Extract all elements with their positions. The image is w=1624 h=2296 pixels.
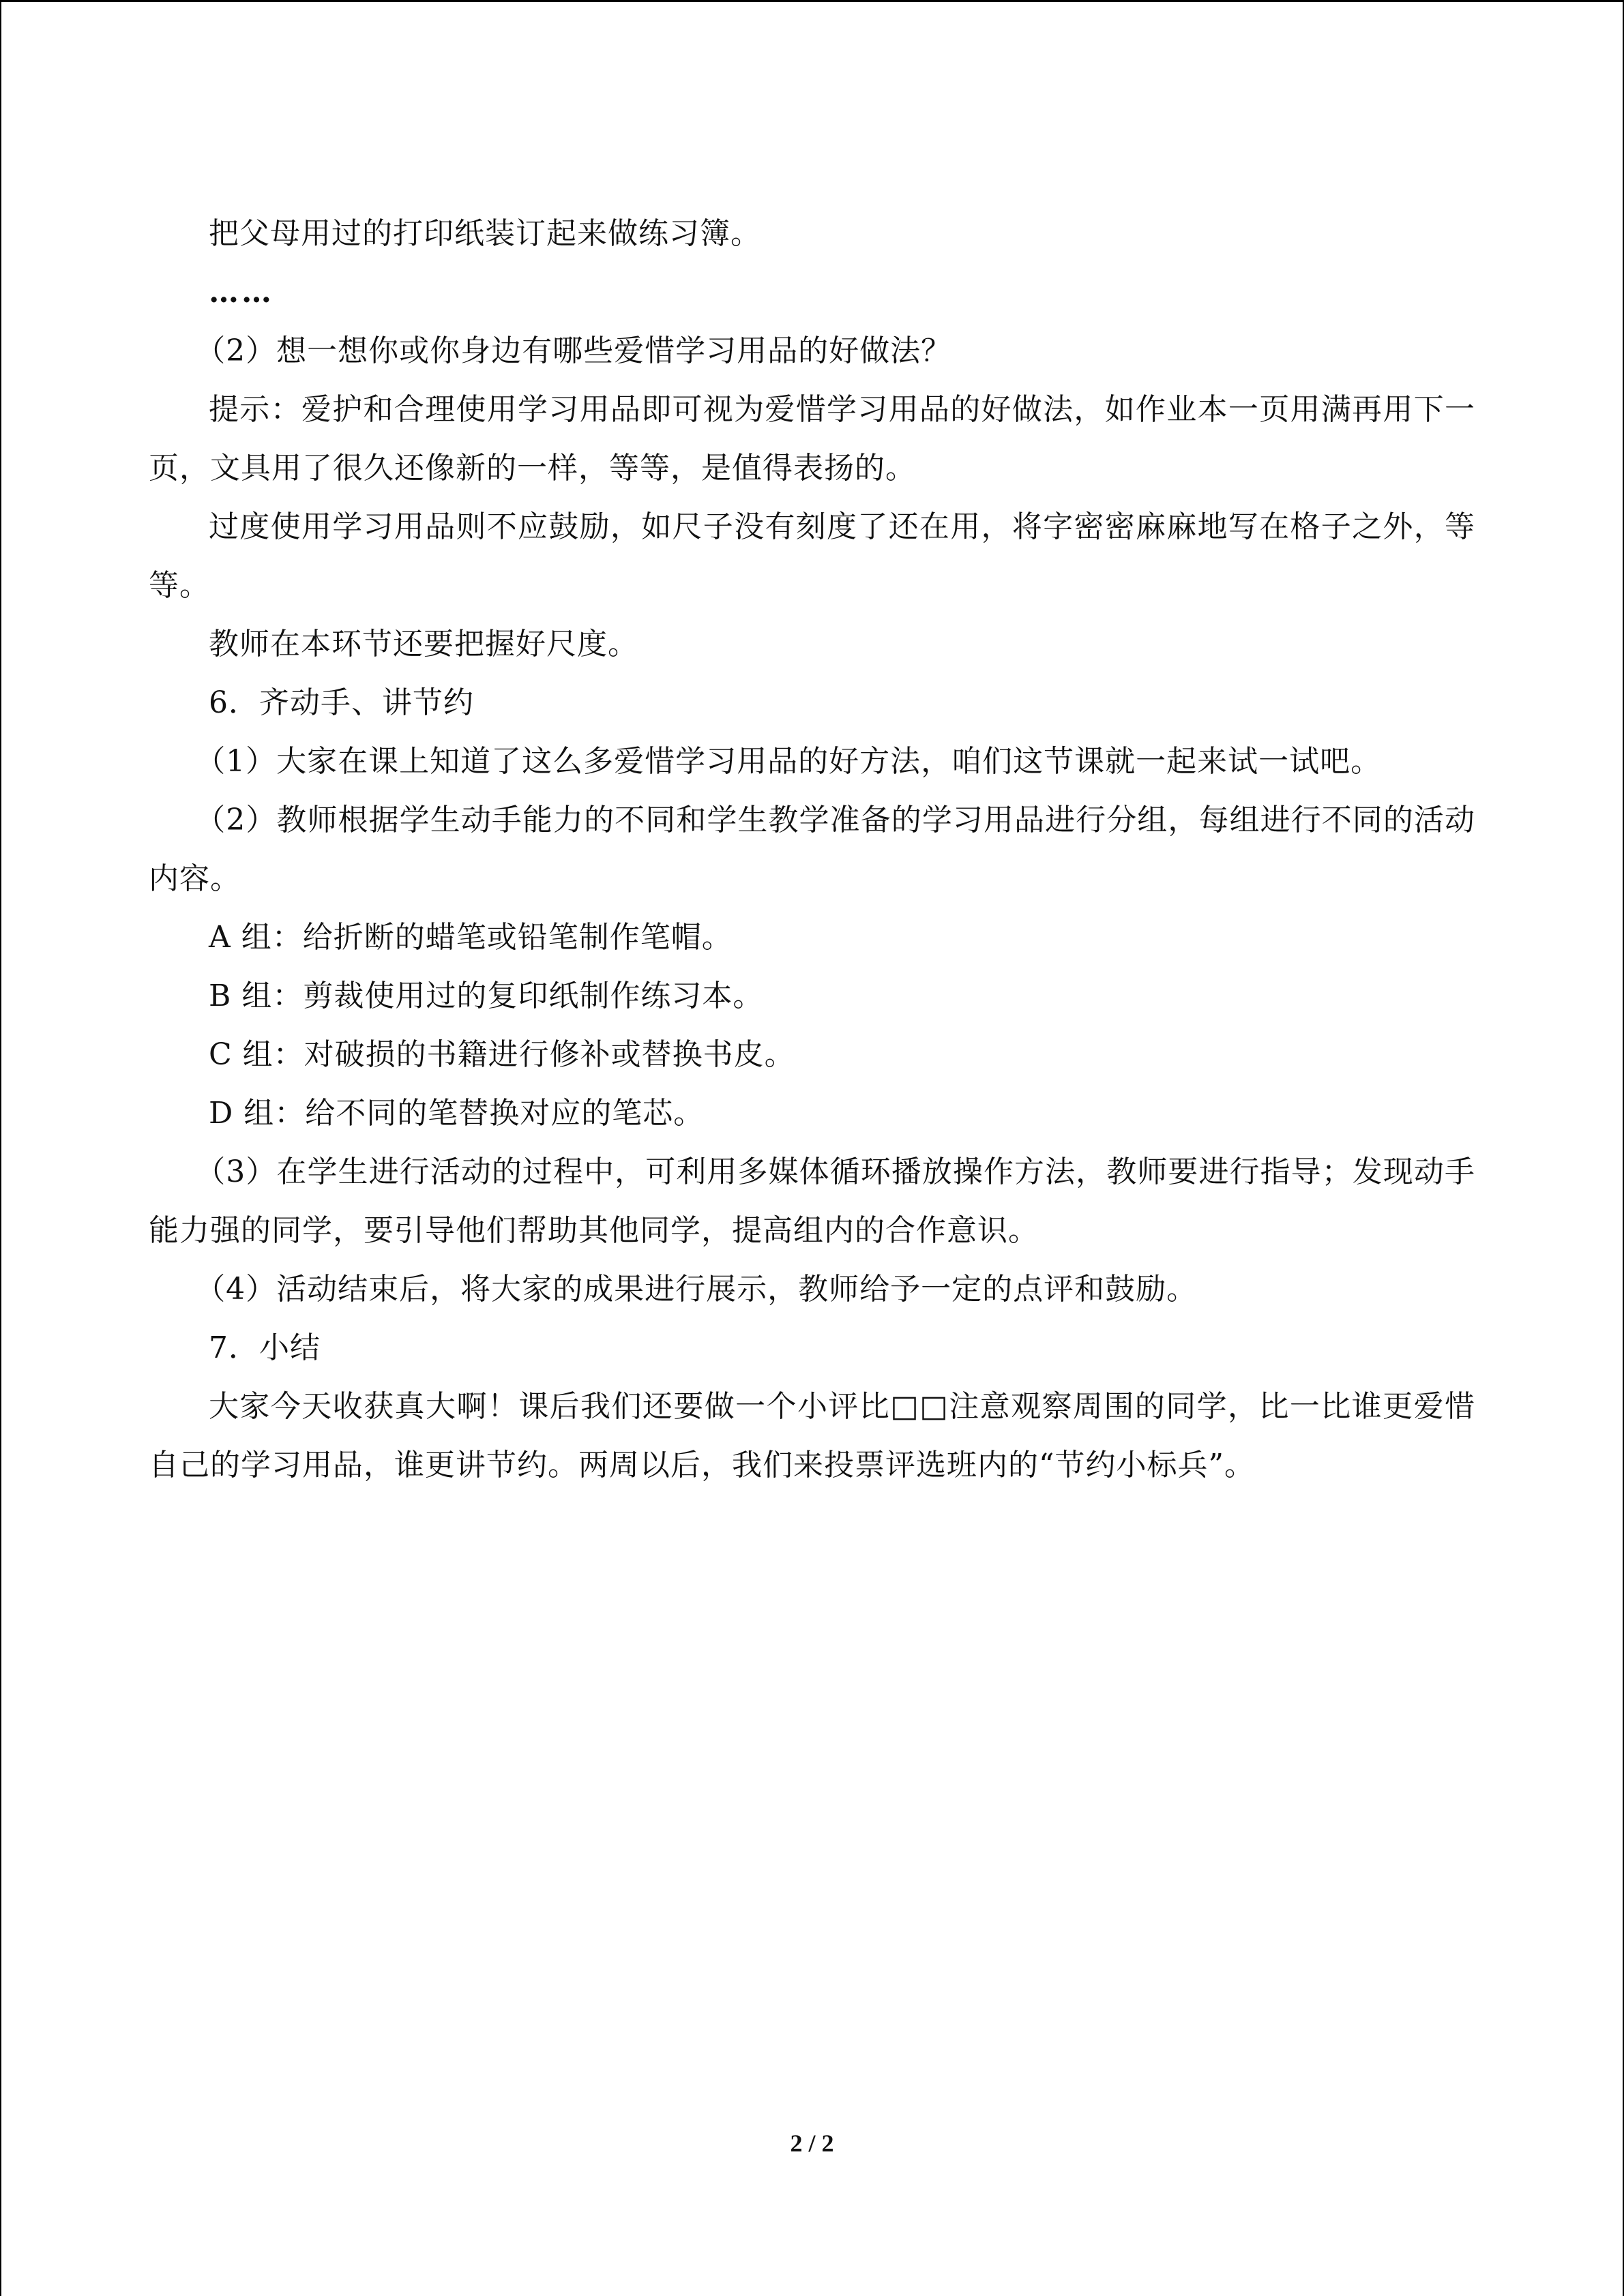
paragraph-step-3: （3）在学生进行活动的过程中，可利用多媒体循环播放操作方法，教师要进行指导；发现动手能力强的同学，要引导他们帮助其他同学，提高组内的合作意识。 (149, 1154, 1475, 1248)
paragraph-overuse: 过度使用学习用品则不应鼓励，如尺子没有刻度了还在用，将字密密麻麻地写在格子之外，等等。 (149, 509, 1475, 603)
paragraph-question-2: （2）想一想你或你身边有哪些爱惜学习用品的好做法？ (195, 333, 952, 368)
paragraph-step-4: （4）活动结束后，将大家的成果进行展示，教师给予一定的点评和鼓励。 (195, 1272, 1198, 1307)
page-number: 2 / 2 (790, 2130, 834, 2157)
paragraph-notebook: 把父母用过的打印纸装订起来做练习簿。 (209, 216, 761, 251)
paragraph-ellipsis: …… (209, 275, 274, 310)
section-heading-7: 7．小结 (209, 1330, 321, 1365)
paragraph-step-2: （2）教师根据学生动手能力的不同和学生教学准备的学习用品进行分组，每组进行不同的活动内容。 (149, 803, 1475, 896)
section-heading-6: 6．齐动手、讲节约 (209, 685, 474, 720)
document-body (149, 205, 1475, 1495)
paragraph-group-a: A 组：给折断的蜡笔或铅笔制作笔帽。 (209, 920, 733, 955)
paragraph-teacher-scale: 教师在本环节还要把握好尺度。 (209, 627, 638, 661)
paragraph-group-b: B 组：剪裁使用过的复印纸制作练习本。 (209, 979, 764, 1013)
paragraph-summary: 大家今天收获真大啊！课后我们还要做一个小评比□□注意观察周围的同学，比一比谁更爱惜自己的学习用品，谁更讲节约。两周以后，我们来投票评选班内的“节约小标兵”。 (149, 1389, 1475, 1482)
paragraph-step-1: （1）大家在课上知道了这么多爱惜学习用品的好方法，咱们这节课就一起来试一试吧。 (195, 744, 1382, 779)
paragraph-group-d: D 组：给不同的笔替换对应的笔芯。 (209, 1096, 705, 1131)
paragraph-hint: 提示：爱护和合理使用学习用品即可视为爱惜学习用品的好做法，如作业本一页用满再用下一页，文具用了很久还像新的一样，等等，是值得表扬的。 (149, 392, 1475, 486)
paragraph-group-c: C 组：对破损的书籍进行修补或替换书皮。 (209, 1037, 795, 1072)
